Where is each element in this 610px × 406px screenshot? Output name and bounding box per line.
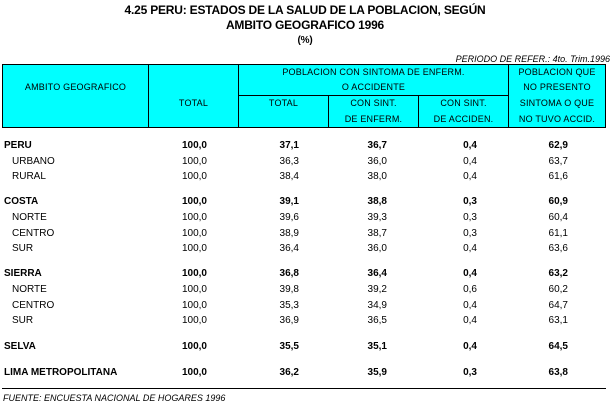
cell-enferm: 38,0: [367, 171, 387, 182]
header-sub-accid-line2: DE ACCIDEN.: [433, 114, 494, 124]
cell-accid: 0,4: [463, 341, 477, 352]
header-no-sint-line1: POBLACION QUE: [518, 67, 596, 77]
cell-enferm: 38,7: [367, 228, 387, 239]
cell-enferm: 38,8: [367, 196, 387, 207]
header-sub-total: TOTAL: [268, 98, 299, 108]
header-ambito: AMBITO GEOGRAFICO: [24, 82, 127, 92]
table-row: [0, 283, 610, 297]
cell-accid: 0,3: [463, 196, 477, 207]
header-sub-accid-line1: CON SINT.: [440, 98, 487, 108]
row-label: RURAL: [12, 171, 46, 182]
cell-sint-total: 35,5: [279, 341, 299, 352]
cell-total: 100,0: [181, 140, 207, 151]
header-sub-enferm-line2: DE ENFERM.: [344, 114, 403, 124]
table-title-line2: AMBITO GEOGRAFICO 1996: [225, 18, 385, 32]
source-note: FUENTE: ENCUESTA NACIONAL DE HOGARES 1996: [3, 393, 226, 403]
cell-accid: 0,3: [463, 212, 477, 223]
cell-enferm: 35,9: [367, 367, 387, 378]
cell-sint-total: 35,3: [279, 300, 299, 311]
cell-enferm: 39,3: [367, 212, 387, 223]
cell-no-sint: 63,2: [548, 268, 568, 279]
cell-accid: 0,4: [463, 300, 477, 311]
header-group-line2: O ACCIDENTE: [341, 82, 406, 92]
cell-sint-total: 39,8: [279, 284, 299, 295]
cell-sint-total: 36,8: [279, 268, 299, 279]
table-row: [0, 155, 610, 169]
cell-total: 100,0: [181, 212, 207, 223]
table-row: [0, 211, 610, 225]
row-label: SELVA: [4, 341, 36, 352]
header-group-line1: POBLACION CON SINTOMA DE ENFERM.: [282, 67, 465, 77]
table-header: [2, 64, 606, 128]
cell-no-sint: 63,1: [548, 315, 568, 326]
cell-total: 100,0: [181, 156, 207, 167]
cell-total: 100,0: [181, 367, 207, 378]
table-row: [0, 267, 610, 281]
table-row: [0, 227, 610, 241]
table-row: [0, 170, 610, 184]
row-label: SUR: [12, 315, 34, 326]
cell-total: 100,0: [181, 196, 207, 207]
table-row: [0, 340, 610, 354]
cell-no-sint: 60,4: [548, 212, 568, 223]
cell-no-sint: 61,1: [548, 228, 568, 239]
table-row: [0, 299, 610, 313]
cell-no-sint: 62,9: [548, 140, 568, 151]
cell-total: 100,0: [181, 300, 207, 311]
header-no-sint-line2: NO PRESENTO: [523, 82, 591, 92]
cell-no-sint: 64,5: [548, 341, 568, 352]
row-label: SUR: [12, 243, 34, 254]
cell-accid: 0,4: [463, 268, 477, 279]
cell-no-sint: 63,8: [548, 367, 568, 378]
cell-no-sint: 64,7: [548, 300, 568, 311]
cell-enferm: 36,5: [367, 315, 387, 326]
cell-enferm: 36,0: [367, 243, 387, 254]
cell-accid: 0,4: [463, 156, 477, 167]
cell-total: 100,0: [181, 341, 207, 352]
row-label: CENTRO: [12, 300, 55, 311]
cell-enferm: 36,7: [367, 140, 387, 151]
cell-no-sint: 60,9: [548, 196, 568, 207]
header-sub-enferm-line1: CON SINT.: [350, 98, 397, 108]
row-label: LIMA METROPOLITANA: [4, 367, 118, 378]
cell-total: 100,0: [181, 171, 207, 182]
cell-accid: 0,4: [463, 315, 477, 326]
table-bottom-rule: [2, 388, 606, 389]
cell-enferm: 35,1: [367, 341, 387, 352]
table-row: [0, 366, 610, 380]
cell-enferm: 36,0: [367, 156, 387, 167]
header-no-sint-line4: NO TUVO ACCID.: [518, 114, 596, 124]
cell-sint-total: 36,2: [279, 367, 299, 378]
table-row: [0, 314, 610, 328]
cell-no-sint: 60,2: [548, 284, 568, 295]
row-label: COSTA: [4, 196, 39, 207]
cell-no-sint: 63,7: [548, 156, 568, 167]
cell-accid: 0,6: [463, 284, 477, 295]
cell-sint-total: 36,9: [279, 315, 299, 326]
table-row: [0, 139, 610, 153]
cell-accid: 0,3: [463, 228, 477, 239]
row-label: PERU: [4, 140, 32, 151]
cell-sint-total: 37,1: [279, 140, 299, 151]
cell-enferm: 34,9: [367, 300, 387, 311]
cell-accid: 0,4: [463, 243, 477, 254]
table-title-line1: 4.25 PERU: ESTADOS DE LA SALUD DE LA POBLACION, SEGÚN: [124, 3, 486, 17]
table-unit: (%): [297, 35, 313, 46]
cell-accid: 0,4: [463, 171, 477, 182]
cell-sint-total: 36,3: [279, 156, 299, 167]
cell-accid: 0,4: [463, 140, 477, 151]
cell-total: 100,0: [181, 243, 207, 254]
cell-accid: 0,3: [463, 367, 477, 378]
row-label: NORTE: [12, 212, 47, 223]
header-no-sint-line3: SINTOMA O QUE: [519, 98, 595, 108]
cell-enferm: 36,4: [367, 268, 387, 279]
row-label: NORTE: [12, 284, 47, 295]
cell-sint-total: 36,4: [279, 243, 299, 254]
cell-total: 100,0: [181, 315, 207, 326]
cell-total: 100,0: [181, 284, 207, 295]
reference-period: PERIODO DE REFER.: 4to. Trim.1996: [455, 54, 610, 64]
cell-total: 100,0: [181, 268, 207, 279]
table-row: [0, 242, 610, 256]
header-total: TOTAL: [178, 98, 209, 108]
row-label: SIERRA: [4, 268, 42, 279]
cell-no-sint: 63,6: [548, 243, 568, 254]
cell-sint-total: 38,9: [279, 228, 299, 239]
cell-sint-total: 39,6: [279, 212, 299, 223]
cell-no-sint: 61,6: [548, 171, 568, 182]
row-label: CENTRO: [12, 228, 55, 239]
cell-sint-total: 39,1: [279, 196, 299, 207]
cell-sint-total: 38,4: [279, 171, 299, 182]
cell-enferm: 39,2: [367, 284, 387, 295]
table-row: [0, 195, 610, 209]
row-label: URBANO: [12, 156, 55, 167]
cell-total: 100,0: [181, 228, 207, 239]
